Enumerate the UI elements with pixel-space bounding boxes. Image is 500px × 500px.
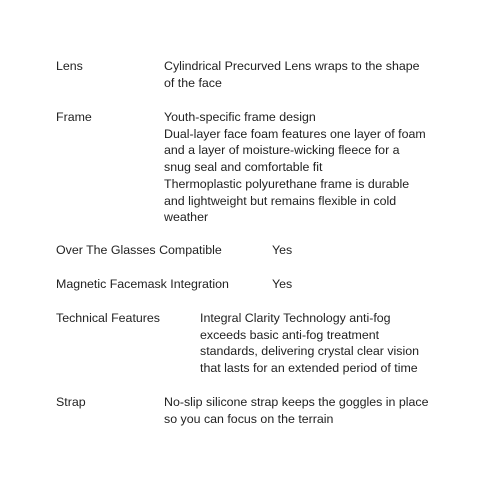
spec-label-technical-features: Technical Features <box>56 311 160 325</box>
spec-value-lens <box>164 58 444 91</box>
spec-line: and a layer of moisture-wicking fleece for a <box>164 143 400 158</box>
spec-line: that lasts for an extended period of time <box>200 361 418 376</box>
spec-line: Thermoplastic polyurethane frame is durable <box>164 176 410 191</box>
spec-line: exceeds basic anti-fog treatment <box>200 327 380 342</box>
spec-line: and lightweight but remains flexible in cold <box>164 193 397 208</box>
spec-line: Integral Clarity Technology anti-fog <box>200 311 391 325</box>
spec-label-magnetic-facemask: Magnetic Facemask Integration <box>56 277 229 291</box>
spec-value-frame <box>164 109 444 226</box>
spec-line: Cylindrical Precurved Lens wraps to the shape <box>164 59 420 73</box>
spec-value-over-the-glasses <box>272 242 292 259</box>
spec-line: snug seal and comfortable fit <box>164 160 323 175</box>
spec-line: Yes <box>272 277 293 291</box>
spec-value-technical-features <box>200 310 445 377</box>
spec-value-strap <box>164 394 464 427</box>
spec-line: Youth-specific frame design <box>164 110 316 124</box>
spec-label-lens: Lens <box>56 59 83 73</box>
spec-value-magnetic-facemask <box>272 276 292 293</box>
spec-line: weather <box>164 210 209 225</box>
spec-label-strap: Strap <box>56 395 86 409</box>
spec-label-frame: Frame <box>56 110 92 124</box>
spec-line: so you can focus on the terrain <box>164 411 334 426</box>
spec-line: standards, delivering crystal clear vision <box>200 344 419 359</box>
spec-line: Yes <box>272 243 293 257</box>
spec-label-over-the-glasses: Over The Glasses Compatible <box>56 243 222 257</box>
spec-line: of the face <box>164 75 222 90</box>
spec-line: No-slip silicone strap keeps the goggles in place <box>164 395 429 409</box>
spec-line: Dual-layer face foam features one layer of foam <box>164 126 426 141</box>
